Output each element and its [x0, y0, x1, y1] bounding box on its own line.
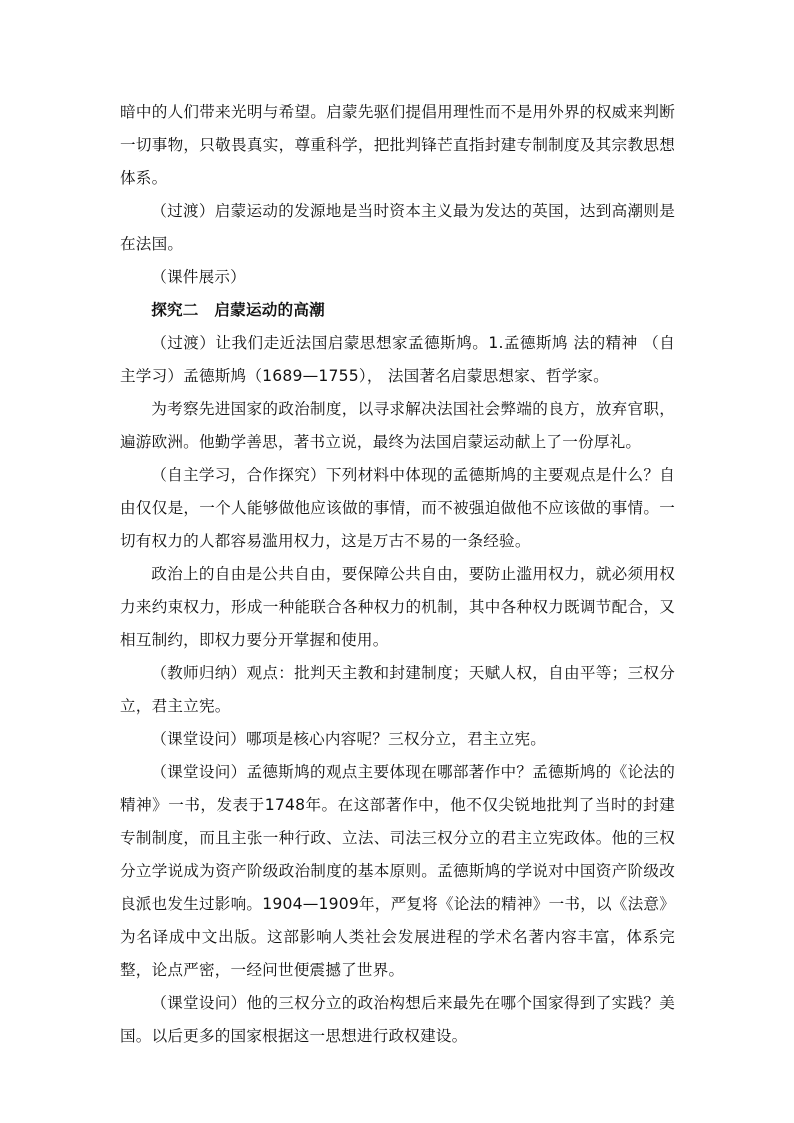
paragraph-montesquieu-travels: 为考察先进国家的政治制度，以寻求解决法国社会弊端的良方，放弃官职，遍游欧洲。他勤学善思，著书立说，最终为法国启蒙运动献上了一份厚礼。: [120, 400, 675, 451]
document-body: [120, 96, 675, 1053]
paragraph-enlightenment-intro: 暗中的人们带来光明与希望。启蒙先驱们提倡用理性而不是用外界的权威来判断一切事物，只敬畏真实，尊重科学，把批判锋芒直指封建专制制度及其宗教思想体系。: [120, 103, 675, 187]
paragraph-montesquieu-intro: （过渡）让我们走近法国启蒙思想家孟德斯鸠。1.孟德斯鸠 法的精神 （自主学习）孟德斯鸠（1689—1755）， 法国著名启蒙思想家、哲学家。: [120, 334, 675, 385]
paragraph-teacher-summary: （教师归纳）观点：批判天主教和封建制度；天赋人权，自由平等；三权分立，君主立宪。: [120, 664, 675, 715]
paragraph-inquiry-question: （自主学习，合作探究）下列材料中体现的孟德斯鸠的主要观点是什么？自由仅仅是，一个人能够做他应该做的事情，而不被强迫做他不应该做的事情。一切有权力的人都容易滥用权力，这是万古不易的一条经验。: [120, 466, 675, 550]
paragraph-spirit-of-laws: （课堂设问）孟德斯鸠的观点主要体现在哪部著作中？孟德斯鸠的《论法的精神》一书，发表于1748年。在这部著作中，他不仅尖锐地批判了当时的封建专制制度，而且主张一种行政、立法、司法三权分立的君主立宪政体。他的三权分立学说成为资产阶级政治制度的基本原则。孟德斯鸠的学说对中国资产阶级改良派也发生过影响。1904—1909年，严复将《论法的精神》一书，以《法意》为名译成中文出版。这部影响人类社会发展进程的学术名著内容丰富，体系完整，论点严密，一经问世便震撼了世界。: [120, 763, 675, 979]
paragraph-transition-origin: （过渡）启蒙运动的发源地是当时资本主义最为发达的英国，达到高潮则是在法国。: [120, 202, 675, 253]
paragraph-courseware-display: （课件展示）: [151, 268, 246, 286]
section-heading-inquiry-two: 探究二 启蒙运动的高潮: [151, 301, 325, 319]
paragraph-core-question: （课堂设问）哪项是核心内容呢？三权分立，君主立宪。: [151, 730, 547, 748]
paragraph-political-freedom: 政治上的自由是公共自由，要保障公共自由，要防止滥用权力，就必须用权力来约束权力，形成一种能联合各种权力的机制，其中各种权力既调节配合，又相互制约，即权力要分开掌握和使用。: [120, 565, 675, 649]
paragraph-separation-practice: （课堂设问）他的三权分立的政治构想后来最先在哪个国家得到了实践？美国。以后更多的国家根据这一思想进行政权建设。: [120, 994, 675, 1045]
